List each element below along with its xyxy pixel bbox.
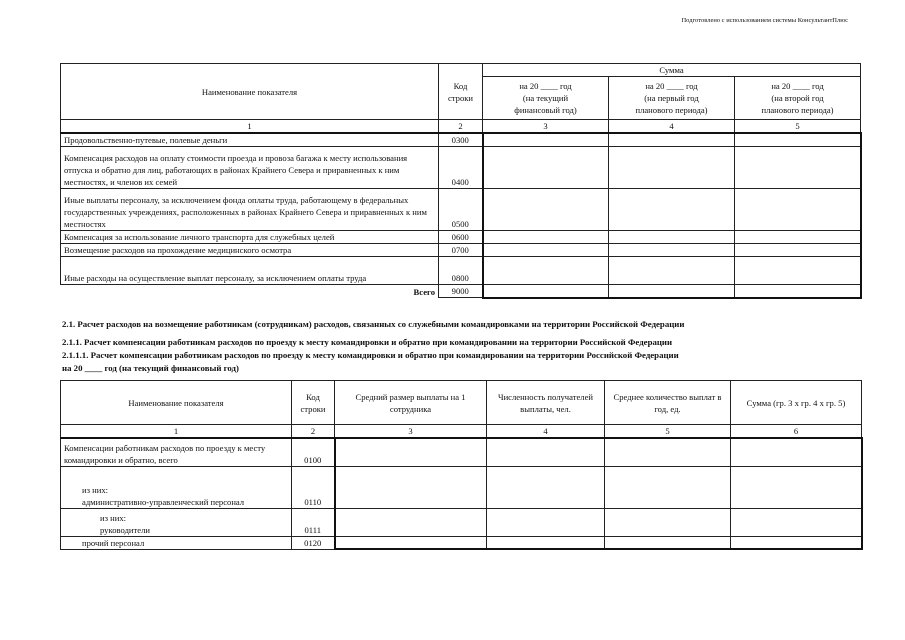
travel-compensation-table — [60, 380, 863, 550]
input-cell[interactable] — [483, 244, 609, 257]
input-cell[interactable] — [735, 257, 861, 285]
input-cell[interactable] — [483, 133, 609, 147]
col-header-code: Код строки — [292, 381, 335, 425]
column-numbers-row: 1 2 3 4 5 6 — [61, 425, 862, 439]
input-cell[interactable] — [731, 508, 862, 536]
input-cell[interactable] — [487, 508, 605, 536]
col-header-year2: на 20 ____ год (на первый год планового периода) — [609, 77, 735, 120]
table-row: Иные расходы на осуществление выплат персоналу, за исключением оплаты труда 0800 — [61, 257, 861, 285]
col-header-count: Численность получателей выплаты, чел. — [487, 381, 605, 425]
input-cell[interactable] — [487, 438, 605, 466]
col-header-code: Код строки — [439, 64, 483, 120]
col-header-year1: на 20 ____ год (на текущий финансовый год) — [483, 77, 609, 120]
section-heading-2-1: 2.1. Расчет расходов на возмещение работникам (сотрудникам) расходов, связанных со служебными командировками на территории Российской Федерации — [62, 319, 685, 329]
table-row: Компенсация за использование личного транспорта для служебных целей 0600 — [61, 231, 861, 244]
table-row: Продовольственно-путевые, полевые деньги 0300 — [61, 133, 861, 147]
expenses-table — [60, 63, 862, 299]
total-label: Всего — [61, 285, 439, 298]
input-cell[interactable] — [483, 231, 609, 244]
section-heading-2-1-1: 2.1.1. Расчет компенсации работникам расходов по проезду к месту командировки и обратно при командировании на территории Российской Федерации — [62, 337, 673, 347]
input-cell[interactable] — [731, 438, 862, 466]
input-cell[interactable] — [335, 508, 487, 536]
col-header-name: Наименование показателя — [61, 381, 292, 425]
input-cell[interactable] — [609, 285, 735, 298]
input-cell[interactable] — [735, 231, 861, 244]
col-header-sum: Сумма — [483, 64, 861, 77]
table-row: из них: руководители 0111 — [61, 508, 862, 536]
input-cell[interactable] — [609, 257, 735, 285]
input-cell[interactable] — [605, 536, 731, 549]
header-note: Подготовлено с использованием системы КонсультантПлюс — [681, 17, 848, 24]
input-cell[interactable] — [731, 536, 862, 549]
input-cell[interactable] — [735, 244, 861, 257]
input-cell[interactable] — [609, 147, 735, 189]
input-cell[interactable] — [609, 244, 735, 257]
input-cell[interactable] — [605, 466, 731, 508]
total-row — [61, 285, 861, 298]
input-cell[interactable] — [609, 133, 735, 147]
input-cell[interactable] — [605, 438, 731, 466]
input-cell[interactable] — [731, 466, 862, 508]
input-cell[interactable] — [609, 189, 735, 231]
input-cell[interactable] — [605, 508, 731, 536]
column-numbers-row: 1 2 3 4 5 — [61, 120, 861, 134]
col-header-year3: на 20 ____ год (на второй год планового периода) — [735, 77, 861, 120]
table-row: Иные выплаты персоналу, за исключением фонда оплаты труда, работающему в федеральных государственных учреждениях, расположенных в районах Крайнего Севера и приравненных к ним местностях 0500 — [61, 189, 861, 231]
input-cell[interactable] — [483, 189, 609, 231]
table-row: Компенсация расходов на оплату стоимости проезда и провоза багажа к месту использования отпуска и обратно для лиц, работающих в районах Крайнего Севера и приравненных к ним местностях, и членов их семей 0400 — [61, 147, 861, 189]
input-cell[interactable] — [335, 438, 487, 466]
table-row: Компенсации работникам расходов по проезду к месту командировки и обратно, всего 0100 — [61, 438, 862, 466]
input-cell[interactable] — [483, 285, 609, 298]
col-header-name: Наименование показателя — [61, 64, 439, 120]
col-header-qty: Среднее количество выплат в год, ед. — [605, 381, 731, 425]
input-cell[interactable] — [735, 147, 861, 189]
col-header-sum: Сумма (гр. 3 x гр. 4 x гр. 5) — [731, 381, 862, 425]
table-row: Возмещение расходов на прохождение медицинского осмотра 0700 — [61, 244, 861, 257]
input-cell[interactable] — [483, 257, 609, 285]
input-cell[interactable] — [483, 147, 609, 189]
input-cell[interactable] — [487, 466, 605, 508]
col-header-avg: Средний размер выплаты на 1 сотрудника — [335, 381, 487, 425]
input-cell[interactable] — [335, 466, 487, 508]
total-code: 9000 — [439, 285, 483, 298]
input-cell[interactable] — [487, 536, 605, 549]
input-cell[interactable] — [735, 189, 861, 231]
input-cell[interactable] — [735, 285, 861, 298]
table-row: прочий персонал 0120 — [61, 536, 862, 549]
section-heading-year: на 20 ____ год (на текущий финансовый год) — [62, 363, 239, 373]
input-cell[interactable] — [335, 536, 487, 549]
table-row: из них: административно-управленческий персонал 0110 — [61, 466, 862, 508]
section-heading-2-1-1-1: 2.1.1.1. Расчет компенсации работникам расходов по проезду к месту командировки и обратно при командировании на территории Российской Федерации — [62, 350, 679, 360]
input-cell[interactable] — [609, 231, 735, 244]
input-cell[interactable] — [735, 133, 861, 147]
